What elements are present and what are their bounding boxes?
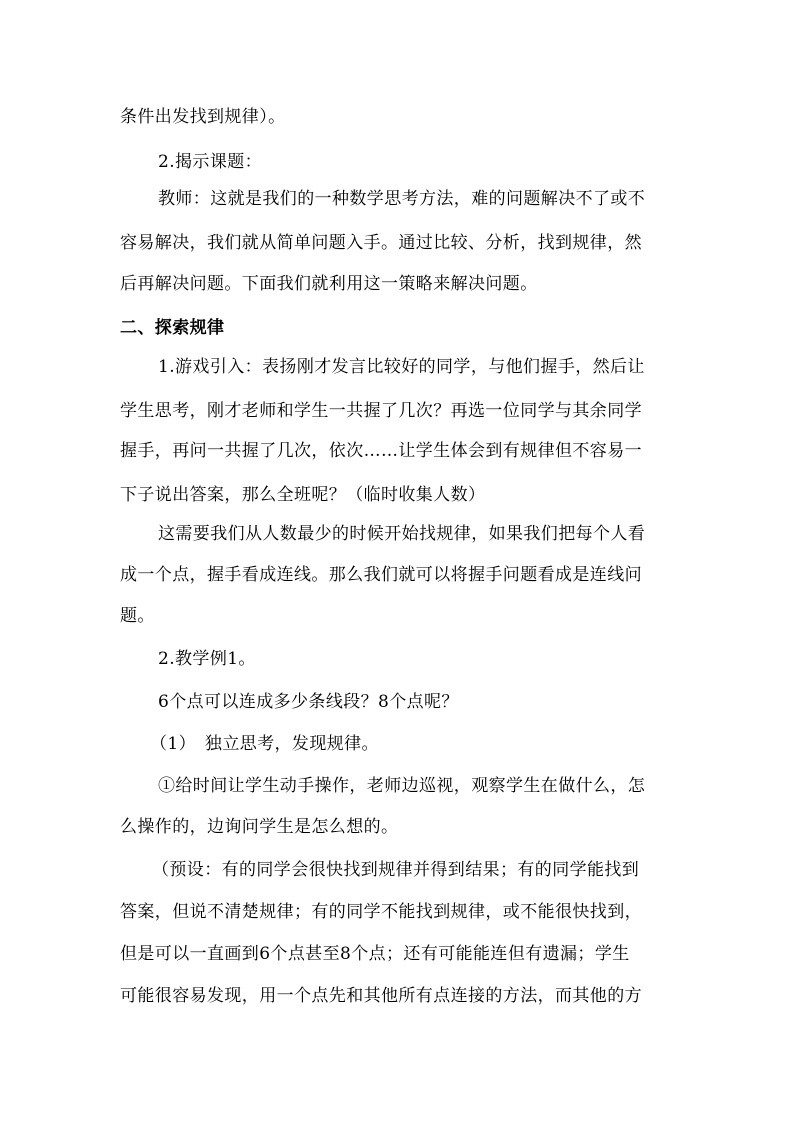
paragraph-line: 握手，再问一共握了几次，依次……让学生体会到有规律但不容易一	[120, 441, 642, 461]
paragraph-line: 但是可以一直画到6个点甚至8个点；还有可能能连但有遗漏；学生	[120, 944, 630, 964]
paragraph-line: 2.揭示课题：	[158, 152, 263, 172]
paragraph-line: 可能很容易发现，用一个点先和其他所有点连接的方法，而其他的方	[120, 986, 642, 1006]
section-heading: 二、探索规律	[120, 318, 225, 338]
paragraph-line: （预设：有的同学会很快找到规律并得到结果；有的同学能找到	[152, 860, 640, 880]
paragraph-line: 下子说出答案，那么全班呢？（临时收集人数）	[120, 485, 486, 505]
paragraph-line: 学生思考，刚才老师和学生一共握了几次？再选一位同学与其余同学	[120, 401, 642, 421]
paragraph-line: ①给时间让学生动手操作，老师边巡视，观察学生在做什么，怎	[158, 776, 646, 796]
paragraph-line: 题。	[120, 606, 155, 626]
paragraph-line: 么操作的，边询问学生是怎么想的。	[120, 817, 399, 837]
paragraph-line: 容易解决，我们就从简单问题入手。通过比较、分析，找到规律，然	[120, 233, 642, 253]
paragraph-line: （1） 独立思考，发现规律。	[150, 734, 379, 754]
paragraph-line: 这需要我们从人数最少的时候开始找规律，如果我们把每个人看	[158, 524, 646, 544]
paragraph-line: 条件出发找到规律）。	[120, 107, 286, 127]
paragraph-line: 答案，但说不清楚规律；有的同学不能找到规律，或不能很快找到，	[120, 902, 642, 922]
paragraph-line: 1.游戏引入：表扬刚才发言比较好的同学，与他们握手，然后让	[158, 357, 645, 377]
paragraph-line: 后再解决问题。下面我们就利用这一策略来解决问题。	[120, 274, 538, 294]
paragraph-line: 成一个点，握手看成连线。那么我们就可以将握手问题看成是连线问	[120, 565, 642, 585]
paragraph-line: 2.教学例1。	[158, 649, 256, 669]
paragraph-line: 教师：这就是我们的一种数学思考方法，难的问题解决不了或不	[158, 189, 646, 209]
paragraph-line: 6个点可以连成多少条线段？8个点呢？	[158, 692, 459, 712]
